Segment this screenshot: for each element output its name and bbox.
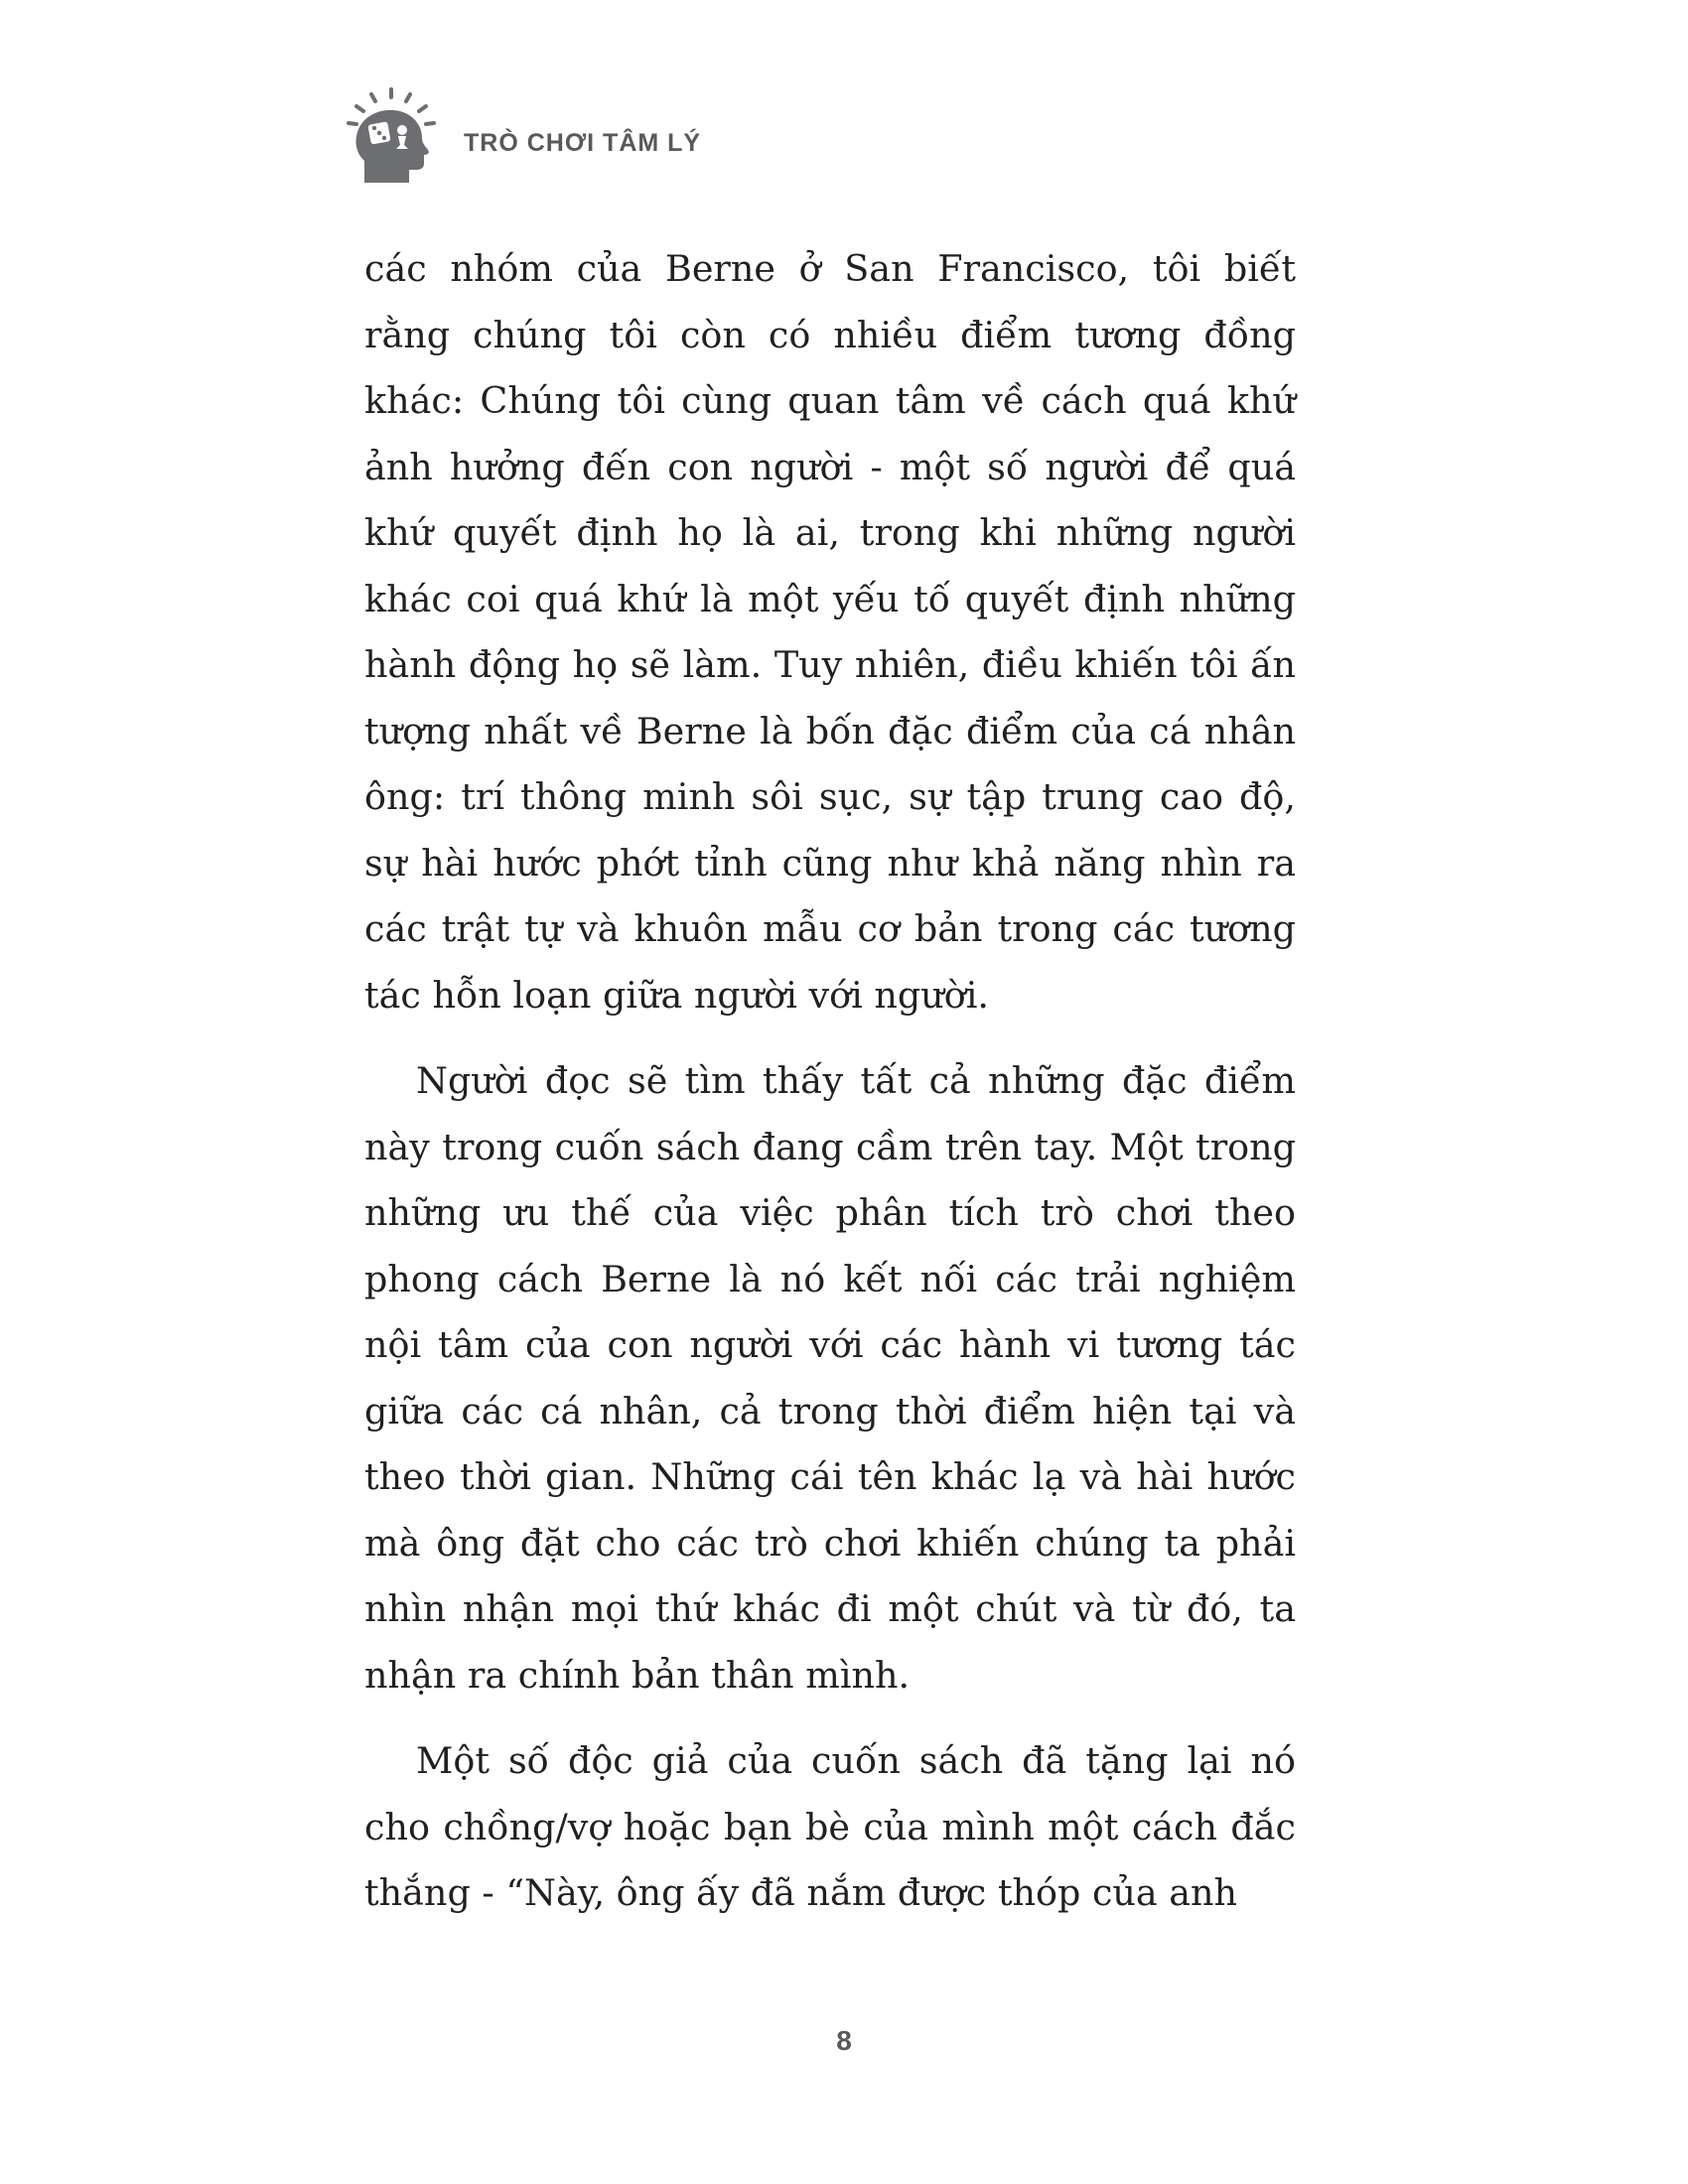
paragraph-2: Người đọc sẽ tìm thấy tất cả những đặc điểm này trong cuốn sách đang cầm trên tay. Một trong những ưu thế của việc phân tích trò chơi theo phong cách Berne là nó kết nối các trải nghiệm nội tâm của con người với các hành vi tương tác giữa các cá nhân, cả trong thời điểm hiện tại và theo thời gian. Những cái tên khác lạ và hài hước mà ông đặt cho các trò chơi khiến chúng ta phải nhìn nhận mọi thứ khác đi một chút và từ đó, ta nhận ra chính bản thân mình. xyxy=(364,1059,1296,1697)
paragraph-1: các nhóm của Berne ở San Francisco, tôi biết rằng chúng tôi còn có nhiều điểm tương đồng khác: Chúng tôi cùng quan tâm về cách quá khứ ảnh hưởng đến con người - một số người để quá khứ quyết định họ là ai, trong khi những người khác coi quá khứ là một yếu tố quyết định những hành động họ sẽ làm. Tuy nhiên, điều khiến tôi ấn tượng nhất về Berne là bốn đặc điểm của cá nhân ông: trí thông minh sôi sục, sự tập trung cao độ, sự hài hước phớt tỉnh cũng như khả năng nhìn ra các trật tự và khuôn mẫu cơ bản trong các tương tác hỗn loạn giữa người với người. xyxy=(364,247,1296,1017)
page-body xyxy=(364,236,1296,1927)
page-number: 8 xyxy=(836,2025,852,2056)
running-header xyxy=(343,83,839,193)
book-title: TRÒ CHƠI TÂM LÝ xyxy=(464,129,702,157)
paragraph-3: Một số độc giả của cuốn sách đã tặng lại nó cho chồng/vợ hoặc bạn bè của mình một cách đắc thắng - “Này, ông ấy đã nắm được thóp của anh xyxy=(364,1739,1296,1914)
head-with-dice-and-chess-icon xyxy=(343,83,442,193)
